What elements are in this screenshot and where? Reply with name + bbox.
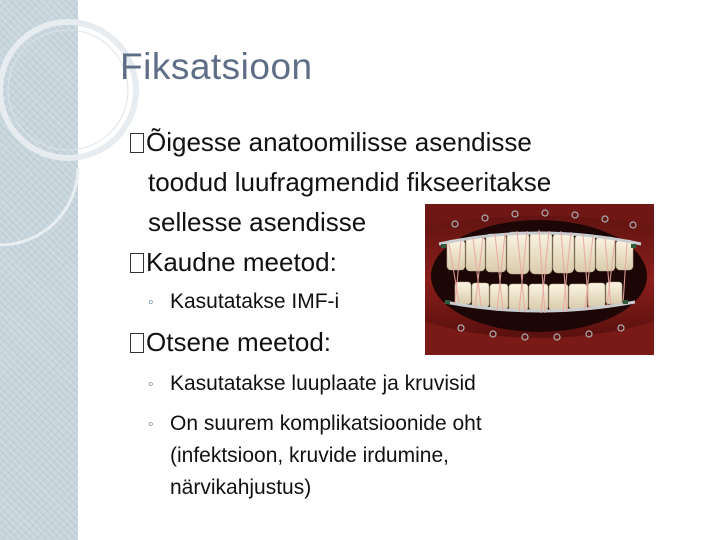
sub-bullet-complications (148, 408, 482, 441)
ring-bullet-icon: ◦ (148, 376, 154, 393)
ring-bullet-icon: ◦ (148, 416, 154, 433)
sub-bullet-imf (148, 286, 339, 319)
sub-bullet-line: (infektsioon, kruvide irdumine, (170, 444, 449, 467)
bullet-line: Õigesse anatoomilisse asendisse (146, 127, 532, 157)
slide-title: Fiksatsioon (120, 46, 313, 87)
bullet-box-icon (130, 333, 144, 353)
bullet-line: Otsene meetod: (146, 327, 331, 357)
bullet-line: sellesse asendisse (148, 207, 367, 237)
sub-bullet-text: On suurem komplikatsioonide oht (170, 412, 482, 435)
bullet-line: Kaudne meetod: (146, 247, 337, 277)
sub-bullet-text: Kasutatakse IMF-i (170, 290, 340, 313)
ring-bullet-icon: ◦ (148, 294, 154, 311)
bullet-indirect-method (130, 242, 337, 282)
dental-fixation-photo-icon (425, 204, 654, 355)
sub-bullet-text: Kasutatakse luuplaate ja kruvisid (170, 372, 476, 395)
sub-bullet-plates (148, 368, 476, 401)
sub-bullet-line: närvikahjustus) (170, 476, 312, 499)
bullet-direct-method (130, 322, 331, 362)
bullet-box-icon (130, 253, 144, 273)
bullet-line: toodud luufragmendid fikseeritakse (148, 167, 552, 197)
bullet-box-icon (130, 133, 144, 153)
bullet-correct-position (130, 122, 532, 162)
